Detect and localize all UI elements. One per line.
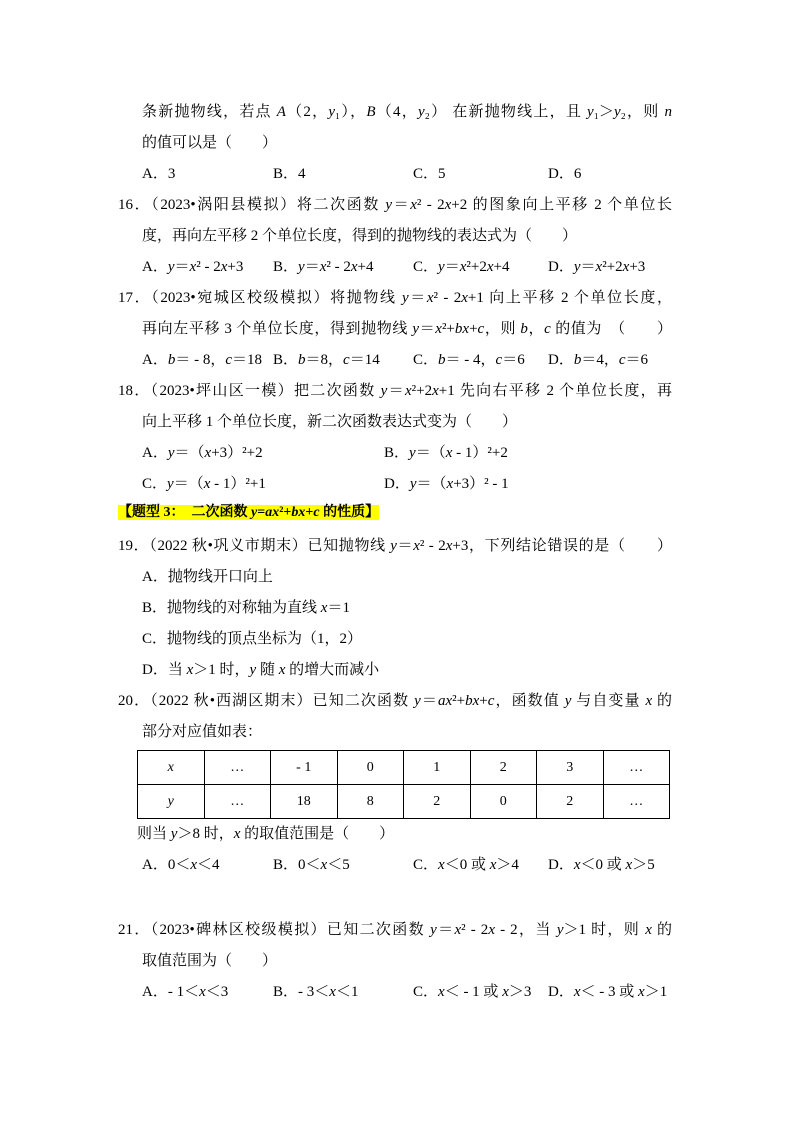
math-variable: x xyxy=(220,259,228,275)
q20-option-a[interactable]: A．0＜x＜4 xyxy=(142,857,220,873)
table-cell: 8 xyxy=(337,785,404,819)
q17-stem-line-1 xyxy=(118,283,672,314)
q21-stem-line-1 xyxy=(118,915,672,946)
q19-option-b[interactable]: B．抛物线的对称轴为直线 x＝1 xyxy=(142,600,350,616)
table-cell: … xyxy=(204,785,271,819)
math-variable: y xyxy=(167,445,175,461)
math-variable: y xyxy=(170,826,178,842)
math-variable: x xyxy=(502,984,509,1000)
table-cell xyxy=(138,785,205,819)
math-variable: y xyxy=(409,445,416,461)
math-variable: x xyxy=(432,383,439,399)
q21-option-a[interactable]: A．- 1＜x＜3 xyxy=(142,984,229,1000)
math-variable: x xyxy=(410,197,417,213)
q20-options xyxy=(118,850,672,881)
q15-stem-line-2: 的值可以是（ ） xyxy=(142,135,278,151)
table-cell: 1 xyxy=(404,751,471,785)
q16-number: 16． xyxy=(118,197,152,213)
math-variable: x xyxy=(329,984,336,1000)
q17-options xyxy=(118,345,672,376)
math-variable: bx xyxy=(465,693,480,709)
math-variable: y xyxy=(430,922,437,938)
math-variable: c xyxy=(225,352,233,368)
math-variable: x xyxy=(622,259,630,275)
math-variable: x xyxy=(278,662,286,678)
math-variable: x xyxy=(438,857,445,873)
math-variable: x xyxy=(426,290,434,306)
question-21 xyxy=(118,915,672,1008)
table-cell: 0 xyxy=(337,751,404,785)
math-variable: y xyxy=(251,505,258,520)
question-15-tail xyxy=(118,97,672,190)
q21-option-c[interactable]: C．x＜ - 1 或 x＞3 xyxy=(413,984,532,1000)
math-variable: c xyxy=(618,352,626,368)
q20-stem-text: （2022 秋•西湖区期末）已知二次函数 y＝ax²+bx+c，函数值 y 与自变量 x 的 xyxy=(150,693,672,709)
q21-stem-line-2: 取值范围为（ ） xyxy=(142,953,278,969)
math-variable: x xyxy=(413,538,420,554)
math-variable: x xyxy=(203,476,211,492)
math-variable: x xyxy=(233,826,241,842)
math-variable: x xyxy=(638,984,645,1000)
math-variable: x xyxy=(488,922,495,938)
math-variable: y xyxy=(385,197,392,213)
math-variable: x xyxy=(350,259,358,275)
math-variable: x xyxy=(645,693,653,709)
math-variable: x xyxy=(445,538,453,554)
question-20 xyxy=(118,686,672,881)
q18-number: 18． xyxy=(118,383,151,399)
q21-option-b[interactable]: B．- 3＜x＜1 xyxy=(273,984,359,1000)
table-cell: 2 xyxy=(404,785,471,819)
math-variable: b xyxy=(520,321,528,337)
table-cell: … xyxy=(204,751,271,785)
q19-stem-text: （2022 秋•巩义市期末）已知抛物线 y＝x² - 2x+3，下列结论错误的是（ ） xyxy=(149,538,672,554)
math-variable: x xyxy=(199,984,206,1000)
q17-option-b[interactable]: B．b＝8，c＝14 xyxy=(273,352,380,368)
table-row-y xyxy=(138,785,670,819)
math-variable: x xyxy=(645,922,652,938)
math-variable: c xyxy=(477,321,485,337)
question-17 xyxy=(118,283,672,376)
q15-option-c[interactable]: C．5 xyxy=(413,166,446,182)
math-variable: b xyxy=(167,352,176,368)
math-variable: x xyxy=(189,259,197,275)
q18-options-row-2 xyxy=(118,469,672,500)
math-variable: y xyxy=(390,538,397,554)
q16-option-d[interactable]: D．y＝x²+2x+3 xyxy=(548,259,646,275)
math-variable: x xyxy=(190,857,198,873)
math-variable: y xyxy=(438,259,445,275)
q19-number: 19． xyxy=(118,538,150,554)
q21-stem-text: （2023•碑林区校级模拟）已知二次函数 y＝x² - 2x - 2，当 y＞1 时，则 x 的 xyxy=(150,922,672,938)
q17-option-a[interactable]: A．b＝ - 8，c＝18 xyxy=(142,352,263,368)
q18-option-c[interactable]: C．y＝（x - 1）²+1 xyxy=(142,476,266,492)
math-variable: y xyxy=(167,259,175,275)
table-cell: 0 xyxy=(470,785,537,819)
table-cell xyxy=(138,751,205,785)
q15-option-a[interactable]: A．3 xyxy=(142,166,176,182)
q18-option-b[interactable]: B．y＝（x - 1）²+2 xyxy=(384,445,508,461)
math-variable: y xyxy=(613,104,621,120)
math-variable: x xyxy=(438,984,445,1000)
math-variable: x xyxy=(204,445,212,461)
math-variable: x xyxy=(320,857,328,873)
math-variable: x xyxy=(167,759,174,775)
math-variable: c xyxy=(487,693,495,709)
q20-option-c[interactable]: C．x＜0 或 x＞4 xyxy=(413,857,519,873)
q17-option-c[interactable]: C．b＝ - 4，c＝6 xyxy=(413,352,525,368)
q21-number: 21． xyxy=(118,922,151,938)
question-19 xyxy=(118,531,672,686)
math-variable: bx xyxy=(454,321,470,337)
math-variable: x xyxy=(320,600,328,616)
math-variable: y xyxy=(573,259,581,275)
math-variable: b xyxy=(438,352,446,368)
q20-number: 20． xyxy=(118,693,151,709)
q19-stem-line-1 xyxy=(118,531,672,562)
math-variable: x xyxy=(404,383,412,399)
math-variable: x xyxy=(186,662,194,678)
table-cell: - 1 xyxy=(271,751,338,785)
table-cell: … xyxy=(603,785,670,819)
q17-number: 17． xyxy=(118,290,152,306)
table-cell: 3 xyxy=(537,751,604,785)
math-variable: y xyxy=(249,662,257,678)
q15-option-b[interactable]: B．4 xyxy=(273,166,306,182)
math-variable: b xyxy=(298,352,306,368)
math-variable: x xyxy=(319,259,327,275)
math-variable: x xyxy=(446,476,454,492)
math-variable: n xyxy=(664,104,672,120)
math-variable: c xyxy=(343,352,350,368)
table-cell: 2 xyxy=(537,785,604,819)
q16-option-c[interactable]: C．y＝x²+2x+4 xyxy=(413,259,510,275)
q17-stem-text: （2023•宛城区校级模拟）将抛物线 y＝x² - 2x+1 向上平移 2 个单位长度， xyxy=(151,290,672,306)
q16-options xyxy=(118,252,672,283)
q20-question-line: 则当 y＞8 时，x 的取值范围是（ ） xyxy=(137,826,395,842)
q21-options xyxy=(118,977,672,1008)
math-variable: x xyxy=(445,445,453,461)
math-variable: y xyxy=(414,693,421,709)
math-variable: y xyxy=(556,922,564,938)
q19-option-d[interactable]: D．当 x＞1 时，y 随 x 的增大而减小 xyxy=(142,662,380,678)
math-variable: x xyxy=(573,857,581,873)
question-16 xyxy=(118,190,672,283)
section-heading-text: 【题型 3： 二次函数 y=ax²+bx+c 的性质】 xyxy=(118,505,380,520)
math-variable: y xyxy=(564,693,572,709)
math-variable: ax xyxy=(265,505,280,520)
value-table xyxy=(137,750,670,819)
section-heading xyxy=(118,500,672,526)
math-variable: b xyxy=(573,352,582,368)
math-variable: c xyxy=(313,505,320,520)
math-variable: x xyxy=(486,259,494,275)
q20-option-d[interactable]: D．x＜0 或 x＞5 xyxy=(548,857,655,873)
q18-options-row-1 xyxy=(118,438,672,469)
q18-stem-line-2: 向上平移 1 个单位长度，新二次函数表达式变为（ ） xyxy=(142,414,518,430)
q19-option-a[interactable]: A．抛物线开口向上 xyxy=(142,569,273,585)
math-variable: y xyxy=(328,104,335,120)
question-18 xyxy=(118,376,672,500)
q20-stem-line-1 xyxy=(118,686,672,717)
math-variable: x xyxy=(454,922,462,938)
worksheet-page xyxy=(118,97,672,1008)
math-variable: c xyxy=(495,352,503,368)
math-variable: y xyxy=(167,793,174,809)
table-cell: … xyxy=(603,751,670,785)
math-variable: x xyxy=(444,197,452,213)
math-variable: y xyxy=(587,104,594,120)
math-variable: x xyxy=(595,259,603,275)
q16-stem-text: （2023•涡阳县模拟）将二次函数 y＝x² - 2x+2 的图象向上平移 2 个单位长 xyxy=(151,197,672,213)
q16-option-a[interactable]: A．y＝x² - 2x+3 xyxy=(142,259,244,275)
math-variable: x xyxy=(459,259,467,275)
math-variable: x xyxy=(489,857,497,873)
q15-option-d[interactable]: D．6 xyxy=(548,166,582,182)
q15-stem-line-1: 条新抛物线，若点 A（2，y₁），B（4，y₂） 在新抛物线上，且 y₁＞y₂，则 n xyxy=(142,104,672,120)
math-variable: ax xyxy=(437,693,453,709)
q16-stem-line-2: 度，再向左平移 2 个单位长度，得到的抛物线的表达式为（ ） xyxy=(142,228,578,244)
q18-option-d[interactable]: D．y＝（x+3）² - 1 xyxy=(384,476,509,492)
math-variable: B xyxy=(366,104,376,120)
q18-option-a[interactable]: A．y＝（x+3）²+2 xyxy=(142,445,263,461)
math-variable: y xyxy=(417,104,425,120)
table-cell: 18 xyxy=(271,785,338,819)
math-variable: y xyxy=(412,321,420,337)
math-variable: c xyxy=(544,321,551,337)
math-variable: y xyxy=(380,383,388,399)
math-variable: x xyxy=(573,984,581,1000)
q18-stem-line-1 xyxy=(118,376,672,407)
q16-option-b[interactable]: B．y＝x² - 2x+4 xyxy=(273,259,374,275)
table-cell: 2 xyxy=(470,751,537,785)
q17-stem-line-2: 再向左平移 3 个单位长度，得到抛物线 y＝x²+bx+c，则 b，c 的值为 （ ） xyxy=(142,321,672,337)
q21-option-d[interactable]: D．x＜ - 3 或 x＞1 xyxy=(548,984,668,1000)
q17-option-d[interactable]: D．b＝4，c＝6 xyxy=(548,352,649,368)
math-variable: A xyxy=(276,104,286,120)
table-row-x xyxy=(138,751,670,785)
q18-stem-text: （2023•坪山区一模）把二次函数 y＝x²+2x+1 先向右平移 2 个单位长度，再 xyxy=(150,383,672,399)
math-variable: x xyxy=(625,857,633,873)
q16-stem-line-1 xyxy=(118,190,672,221)
q20-option-b[interactable]: B．0＜x＜5 xyxy=(273,857,350,873)
math-variable: bx xyxy=(291,505,306,520)
math-variable: x xyxy=(435,321,442,337)
q19-option-c[interactable]: C．抛物线的顶点坐标为（1，2） xyxy=(142,631,363,647)
q15-options xyxy=(118,159,672,190)
math-variable: y xyxy=(298,259,305,275)
math-variable: y xyxy=(167,476,174,492)
math-variable: y xyxy=(409,476,417,492)
q20-stem-line-2: 部分对应值如表： xyxy=(142,724,263,740)
math-variable: x xyxy=(461,290,468,306)
math-variable: y xyxy=(401,290,409,306)
